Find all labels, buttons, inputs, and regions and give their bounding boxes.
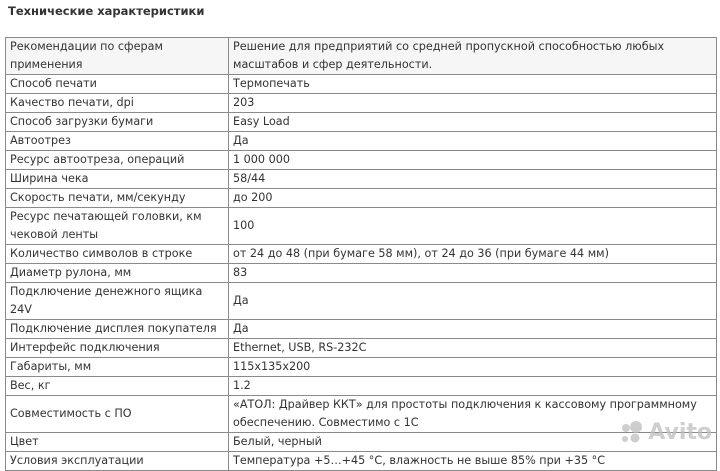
spec-key: Количество символов в строке <box>6 245 229 264</box>
table-row <box>6 75 717 94</box>
watermark-text: Avito <box>648 419 712 445</box>
spec-value: Да <box>229 283 717 320</box>
page-title: Технические характеристики <box>8 4 205 18</box>
table-row <box>6 113 717 132</box>
table-row <box>6 151 717 170</box>
table-row <box>6 132 717 151</box>
table-row <box>6 358 717 377</box>
table-row <box>6 94 717 113</box>
spec-key: Качество печати, dpi <box>6 94 229 113</box>
spec-value: Ethernet, USB, RS-232C <box>229 339 717 358</box>
spec-key: Подключение дисплея покупателя <box>6 320 229 339</box>
spec-value: Термопечать <box>229 75 717 94</box>
spec-key: Интерфейс подключения <box>6 339 229 358</box>
table-row <box>6 38 717 75</box>
spec-value: от 24 до 48 (при бумаге 58 мм), от 24 до 36 (при бумаге 44 мм) <box>229 245 717 264</box>
table-row <box>6 339 717 358</box>
spec-value: «АТОЛ: Драйвер ККТ» для простоты подключения к кассовому программному обеспечению. Совместимо с 1С <box>229 396 717 433</box>
spec-key: Ресурс автоотреза, операций <box>6 151 229 170</box>
spec-value: Easy Load <box>229 113 717 132</box>
spec-value: 1.2 <box>229 377 717 396</box>
table-row <box>6 433 717 452</box>
spec-key: Автоотрез <box>6 132 229 151</box>
table-row <box>6 283 717 320</box>
table-row <box>6 208 717 245</box>
specs-table <box>5 37 717 471</box>
spec-key: Вес, кг <box>6 377 229 396</box>
spec-value: 115x135x200 <box>229 358 717 377</box>
spec-key: Совместимость с ПО <box>6 396 229 433</box>
spec-value: 203 <box>229 94 717 113</box>
spec-value: 1 000 000 <box>229 151 717 170</box>
table-row <box>6 189 717 208</box>
spec-value: Да <box>229 132 717 151</box>
table-row <box>6 452 717 471</box>
table-row <box>6 396 717 433</box>
spec-key: Способ загрузки бумаги <box>6 113 229 132</box>
spec-value: Решение для предприятий со средней пропускной способностью любых масштабов и сфер деятельности. <box>229 38 717 75</box>
spec-value: до 200 <box>229 189 717 208</box>
spec-key: Диаметр рулона, мм <box>6 264 229 283</box>
spec-value: 58/44 <box>229 170 717 189</box>
spec-value: 83 <box>229 264 717 283</box>
spec-key: Способ печати <box>6 75 229 94</box>
spec-key: Рекомендации по сферам применения <box>6 38 229 75</box>
spec-value: Белый, черный <box>229 433 717 452</box>
table-row <box>6 170 717 189</box>
spec-key: Подключение денежного ящика 24V <box>6 283 229 320</box>
spec-key: Ширина чека <box>6 170 229 189</box>
spec-key: Цвет <box>6 433 229 452</box>
spec-value: 100 <box>229 208 717 245</box>
spec-value: Температура +5…+45 °С, влажность не выше 85% при +35 °С <box>229 452 717 471</box>
table-row <box>6 320 717 339</box>
spec-key: Габариты, мм <box>6 358 229 377</box>
spec-value: Да <box>229 320 717 339</box>
table-row <box>6 264 717 283</box>
spec-key: Скорость печати, мм/секунду <box>6 189 229 208</box>
spec-key: Ресурс печатающей головки, км чековой ленты <box>6 208 229 245</box>
spec-key: Условия эксплуатации <box>6 452 229 471</box>
table-row <box>6 377 717 396</box>
table-row <box>6 245 717 264</box>
